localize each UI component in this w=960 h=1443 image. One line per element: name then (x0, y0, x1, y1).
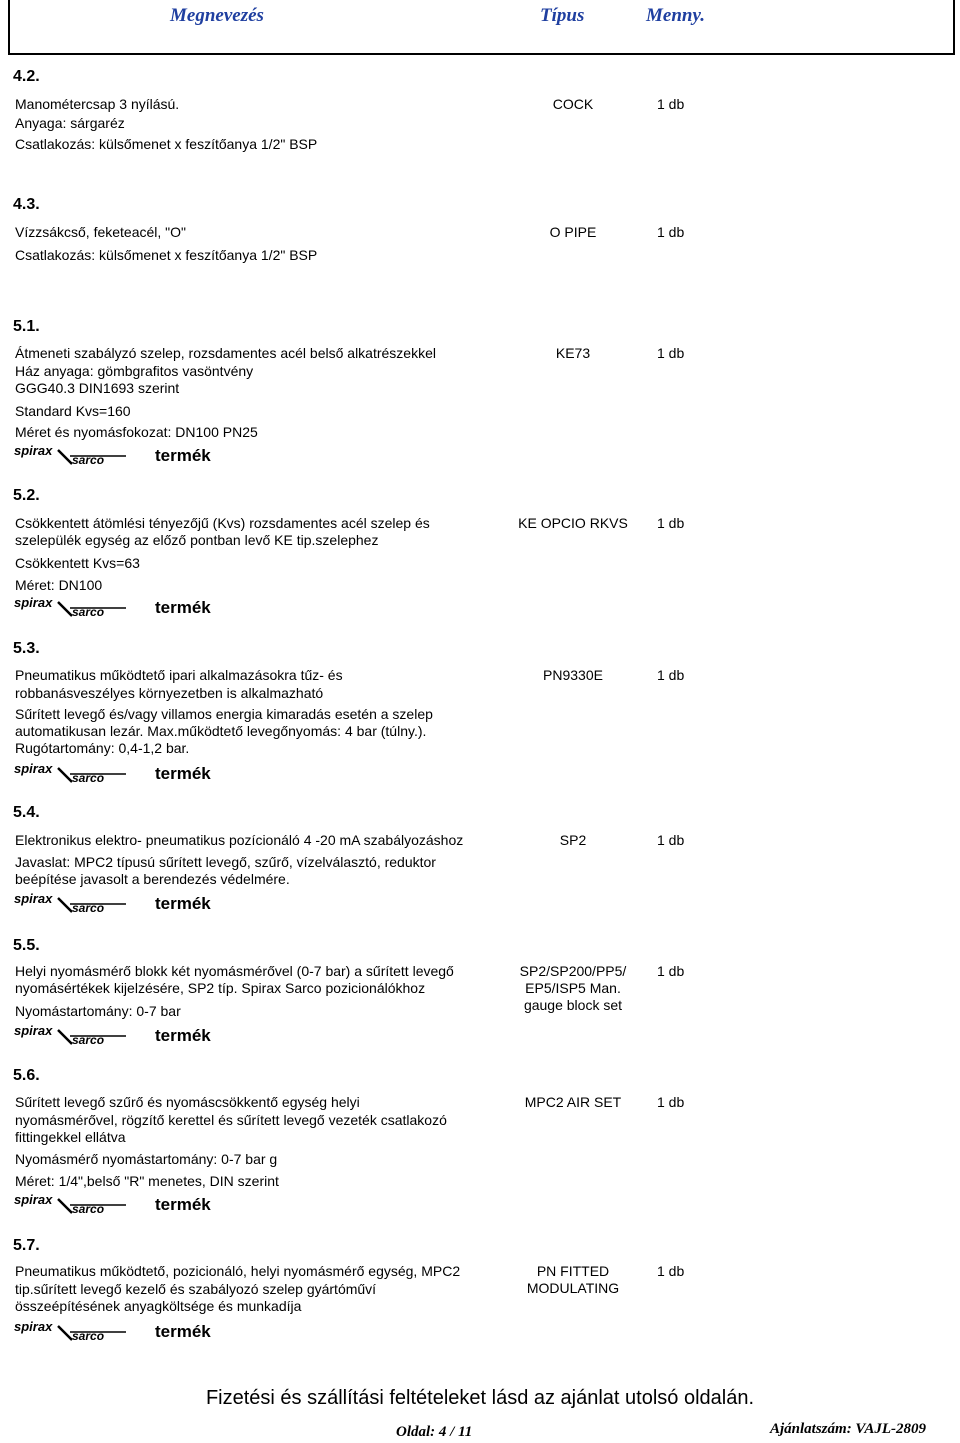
item-description-line: Ház anyaga: gömbgrafitos vasöntvény (15, 363, 254, 379)
item-description-line: beépítése javasolt a berendezés védelmére. (15, 871, 290, 887)
item-quantity: 1 db (657, 515, 685, 531)
item-type: SP2/SP200/PP5/ (519, 963, 627, 979)
item-number: 4.2. (13, 68, 40, 85)
svg-text:spirax: spirax (14, 1320, 53, 1334)
item-description-line: Helyi nyomásmérő blokk két nyomásmérővel (0-7 bar) a sűrített levegő (15, 963, 454, 979)
item-description-line: Csatlakozás: külsőmenet x feszítőanya 1/2" BSP (15, 136, 318, 152)
item-description-line: Sűrített levegő és/vagy villamos energia kimaradás esetén a szelep (15, 706, 433, 722)
item-number: 5.3. (13, 640, 40, 657)
item-description-line: GGG40.3 DIN1693 szerint (15, 380, 180, 396)
spirax-sarco-logo (14, 762, 127, 784)
spirax-sarco-logo (14, 444, 127, 466)
product-label: termék (155, 764, 211, 783)
product-label: termék (155, 1322, 211, 1341)
item-type: MPC2 AIR SET (524, 1094, 622, 1110)
product-label: termék (155, 894, 211, 913)
item-description-line: nyomásértékek kijelzésére, SP2 típ. Spirax Sarco pozicionálókhoz (15, 980, 426, 996)
item-type: COCK (552, 96, 594, 112)
spirax-sarco-logo (14, 1193, 127, 1215)
item-description-line: Méret és nyomásfokozat: DN100 PN25 (15, 424, 258, 440)
item-description-line: nyomásmérővel, rögzítő kerettel és sűrített levegő vezeték csatlakozó (15, 1112, 447, 1128)
spirax-sarco-logo (14, 1320, 127, 1342)
item-type: KE73 (555, 345, 591, 361)
product-label: termék (155, 1026, 211, 1045)
item-number: 5.6. (13, 1067, 40, 1084)
item-quantity: 1 db (657, 96, 685, 112)
item-description-line: Csökkentett átömlési tényezőjű (Kvs) rozsdamentes acél szelep és (15, 515, 430, 531)
item-type: KE OPCIO RKVS (518, 515, 628, 531)
svg-text:spirax: spirax (14, 892, 53, 906)
svg-text:sarco: sarco (72, 1202, 105, 1215)
item-type: O PIPE (549, 224, 597, 240)
item-number: 5.1. (13, 318, 40, 335)
item-description-line: Pneumatikus működtető ipari alkalmazásokra tűz- és (15, 667, 343, 683)
item-description-line: Javaslat: MPC2 típusú sűrített levegő, szűrő, vízelválasztó, reduktor (15, 854, 436, 870)
item-quantity: 1 db (657, 1263, 685, 1279)
item-quantity: 1 db (657, 1094, 685, 1110)
item-quantity: 1 db (657, 667, 685, 683)
item-number: 5.7. (13, 1237, 40, 1254)
product-label: termék (155, 598, 211, 617)
svg-text:sarco: sarco (72, 605, 105, 618)
item-type: PN FITTED (536, 1263, 610, 1279)
svg-text:spirax: spirax (14, 596, 53, 610)
offer-number: Ajánlatszám: VAJL-2809 (770, 1421, 926, 1437)
item-description-line: robbanásveszélyes környezetben is alkalmazható (15, 685, 324, 701)
svg-text:spirax: spirax (14, 762, 53, 776)
item-quantity: 1 db (657, 963, 685, 979)
item-description-line: tip.sűrített levegő kezelő és szabályozó szelep gyártóműví (15, 1281, 377, 1297)
svg-text:spirax: spirax (14, 444, 53, 458)
item-description-line: szelepülék egység az előző pontban levő KE tip.szelephez (15, 532, 379, 548)
item-number: 5.2. (13, 487, 40, 504)
item-quantity: 1 db (657, 832, 685, 848)
item-number: 5.4. (13, 804, 40, 821)
item-type: SP2 (559, 832, 587, 848)
svg-text:sarco: sarco (72, 901, 105, 914)
item-description-line: összeépítésének anyagköltsége és munkadíja (15, 1298, 302, 1314)
svg-text:spirax: spirax (14, 1193, 53, 1207)
item-number: 5.5. (13, 937, 40, 954)
spirax-sarco-logo (14, 596, 127, 618)
item-description-line: Sűrített levegő szűrő és nyomáscsökkentő egység helyi (15, 1094, 360, 1110)
svg-text:sarco: sarco (72, 771, 105, 784)
svg-text:sarco: sarco (72, 1329, 105, 1342)
item-description-line: Átmeneti szabályzó szelep, rozsdamentes acél belső alkatrészekkel (15, 345, 436, 361)
item-description-line: Méret: DN100 (15, 577, 103, 593)
header-name: Megnevezés (170, 5, 264, 26)
item-description-line: Nyomástartomány: 0-7 bar (15, 1003, 181, 1019)
product-label: termék (155, 446, 211, 465)
item-type: PN9330E (543, 667, 603, 683)
product-label: termék (155, 1195, 211, 1214)
item-description-line: Csökkentett Kvs=63 (15, 555, 140, 571)
item-quantity: 1 db (657, 345, 685, 361)
svg-text:sarco: sarco (72, 453, 105, 466)
item-description-line: Rugótartomány: 0,4-1,2 bar. (15, 740, 190, 756)
footer-note: Fizetési és szállítási feltételeket lásd az ajánlat utolsó oldalán. (205, 1387, 755, 1409)
spirax-sarco-logo (14, 892, 127, 914)
spirax-sarco-logo (14, 1024, 127, 1046)
item-description-line: Csatlakozás: külsőmenet x feszítőanya 1/2" BSP (15, 247, 318, 263)
item-number: 4.3. (13, 196, 40, 213)
item-description-line: Anyaga: sárgaréz (15, 115, 125, 131)
item-type: EP5/ISP5 Man. (525, 980, 621, 996)
item-description-line: automatikusan lezár. Max.működtető levegőnyomás: 4 bar (túlny.). (15, 723, 427, 739)
header-qty: Menny. (646, 5, 705, 26)
item-quantity: 1 db (657, 224, 685, 240)
item-description-line: Pneumatikus működtető, pozicionáló, helyi nyomásmérő egység, MPC2 (15, 1263, 461, 1279)
item-type: gauge block set (523, 997, 623, 1013)
item-description-line: Vízzsákcső, feketeacél, "O" (15, 224, 187, 240)
item-description-line: Méret: 1/4",belső "R" menetes, DIN szerint (15, 1173, 279, 1189)
page-number: Oldal: 4 / 11 (396, 1424, 473, 1440)
item-description-line: Manométercsap 3 nyílású. (15, 96, 180, 112)
header-type: Típus (540, 5, 585, 26)
item-type: MODULATING (526, 1280, 620, 1296)
svg-text:sarco: sarco (72, 1033, 105, 1046)
table-header (8, 0, 955, 55)
item-description-line: Elektronikus elektro- pneumatikus pozícionáló 4 -20 mA szabályozáshoz (15, 832, 464, 848)
item-description-line: Standard Kvs=160 (15, 403, 131, 419)
svg-text:spirax: spirax (14, 1024, 53, 1038)
item-description-line: fittingekkel ellátva (15, 1129, 126, 1145)
item-description-line: Nyomásmérő nyomástartomány: 0-7 bar g (15, 1151, 278, 1167)
